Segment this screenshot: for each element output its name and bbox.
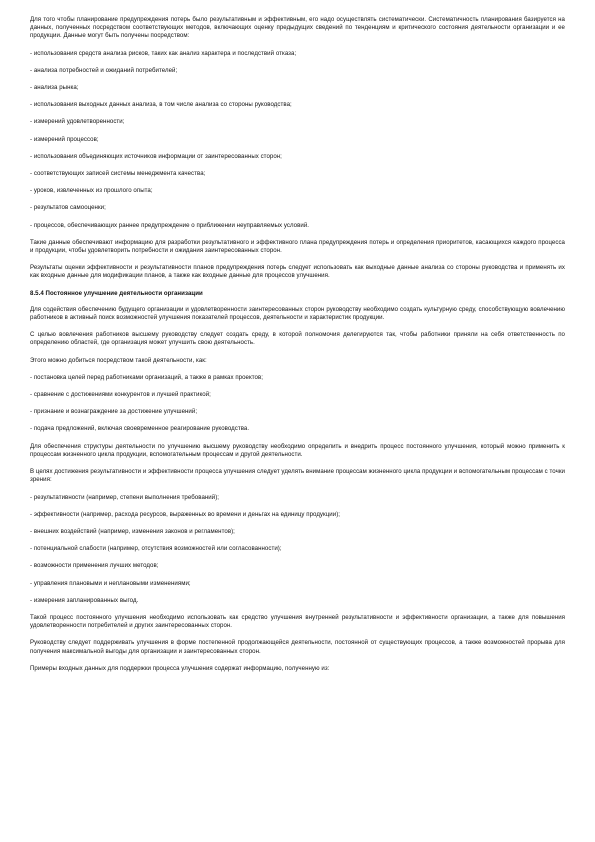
paragraph: Этого можно добиться посредством такой деятельности, как: bbox=[30, 356, 207, 364]
list-item: - внешних воздействий (например, изменения законов и регламентов); bbox=[30, 527, 235, 535]
list-item: - управления плановыми и неплановыми изменениями; bbox=[30, 579, 191, 587]
paragraph: Примеры входных данных для поддержки процесса улучшения содержат информацию, полученную из: bbox=[30, 664, 330, 672]
paragraph: С целью вовлечения работников высшему руководству следует создать среду, в которой полномочия делегируются так, чтобы работники приняли на себя ответственность по определению областей, где организация может улучшить свою деятельность. bbox=[30, 331, 565, 347]
list-item: - использования средств анализа рисков, таких как анализ характера и последствий отказа; bbox=[30, 49, 297, 57]
list-item: - анализа рынка; bbox=[30, 84, 79, 92]
paragraph: Результаты оценки эффективности и результативности планов предупреждения потерь следует использовать как выходные данные анализа со стороны руководства и применять их как входные данные для модификации планов, а также как входные данные для процессов улучшения. bbox=[30, 264, 565, 280]
list-item: - измерений процессов; bbox=[30, 135, 99, 143]
list-item: - постановка целей перед работниками организаций, а также в рамках проектов; bbox=[30, 373, 264, 381]
section-heading: 8.5.4 Постоянное улучшение деятельности организации bbox=[30, 289, 203, 297]
list-item: - использования выходных данных анализа, в том числе анализа со стороны руководства; bbox=[30, 101, 292, 109]
paragraph: Такие данные обеспечивают информацию для разработки результативного и эффективного плана предупреждения потерь и определения приоритетов, касающихся каждого процесса и продукции, чтобы удовлетворить потребности и ожидания заинтересованных сторон. bbox=[30, 238, 565, 255]
paragraph: Для содействия обеспечению будущего организации и удовлетворенности заинтересованных сторон руководству необходимо создать культурную среду, способствующую вовлечению работников в активный поиск возможностей улучшения показателей процессов, деятельности и характеристик продукции. bbox=[30, 305, 565, 322]
list-item: - процессов, обеспечивающих раннее предупреждение о приближении неуправляемых условий. bbox=[30, 221, 310, 229]
list-item: - эффективности (например, расхода ресурсов, выраженных во времени и деньгах на единицу продукции); bbox=[30, 510, 341, 518]
list-item: - измерения запланированных выгод. bbox=[30, 596, 139, 604]
list-item: - уроков, извлеченных из прошлого опыта; bbox=[30, 187, 153, 195]
list-item: - результатов самооценки; bbox=[30, 204, 106, 212]
list-item: - сравнение с достижениями конкурентов и лучшей практикой; bbox=[30, 391, 211, 399]
list-item: - соответствующих записей системы менеджмента качества; bbox=[30, 170, 206, 178]
paragraph: Такой процесс постоянного улучшения необходимо использовать как средство улучшения внутренней результативности и эффективности организации, а также для повышения удовлетворенности потребителей и других заинтересованных сторон. bbox=[30, 613, 565, 630]
list-item: - потенциальной слабости (например, отсутствия возможностей или согласованности); bbox=[30, 545, 282, 553]
list-item: - возможности применения лучших методов; bbox=[30, 562, 159, 570]
list-item: - измерений удовлетворенности; bbox=[30, 118, 125, 126]
paragraph: В целях достижения результативности и эффективности процесса улучшения следует уделять внимание процессам жизненного цикла продукции и вспомогательным процессам с точки зрения: bbox=[30, 468, 565, 484]
list-item: - использования объединяющих источников информации от заинтересованных сторон; bbox=[30, 152, 282, 160]
paragraph: Руководству следует поддерживать улучшения в форме постепенной продолжающейся деятельности, постоянной от существующих процессов, а также возможностей прорыва для получения максимальной выгоды для организации и заинтересованных сторон. bbox=[30, 639, 565, 655]
list-item: - подача предложений, включая своевременное реагирование руководства. bbox=[30, 425, 250, 433]
list-item: - признание и вознаграждение за достижение улучшений; bbox=[30, 408, 198, 416]
list-item: - результативности (например, степени выполнения требований); bbox=[30, 493, 220, 501]
paragraph: Для того чтобы планирование предупреждения потерь было результативным и эффективным, его надо осуществлять систематически. Систематичность планирования базируется на данных, полученных посредством соответствующих методов, включающих оценку предыдущих сведений по тенденциям и критического состояния деятельности организации и ее продукции. Данные могут быть получены посредством: bbox=[30, 16, 565, 40]
list-item: - анализа потребностей и ожиданий потребителей; bbox=[30, 66, 178, 74]
paragraph: Для обеспечения структуры деятельности по улучшению высшему руководству необходимо определить и внедрить процесс постоянного улучшения, который можно применить к процессам жизненного цикла продукции, вспомогательным процессам и другой деятельности. bbox=[30, 442, 565, 458]
